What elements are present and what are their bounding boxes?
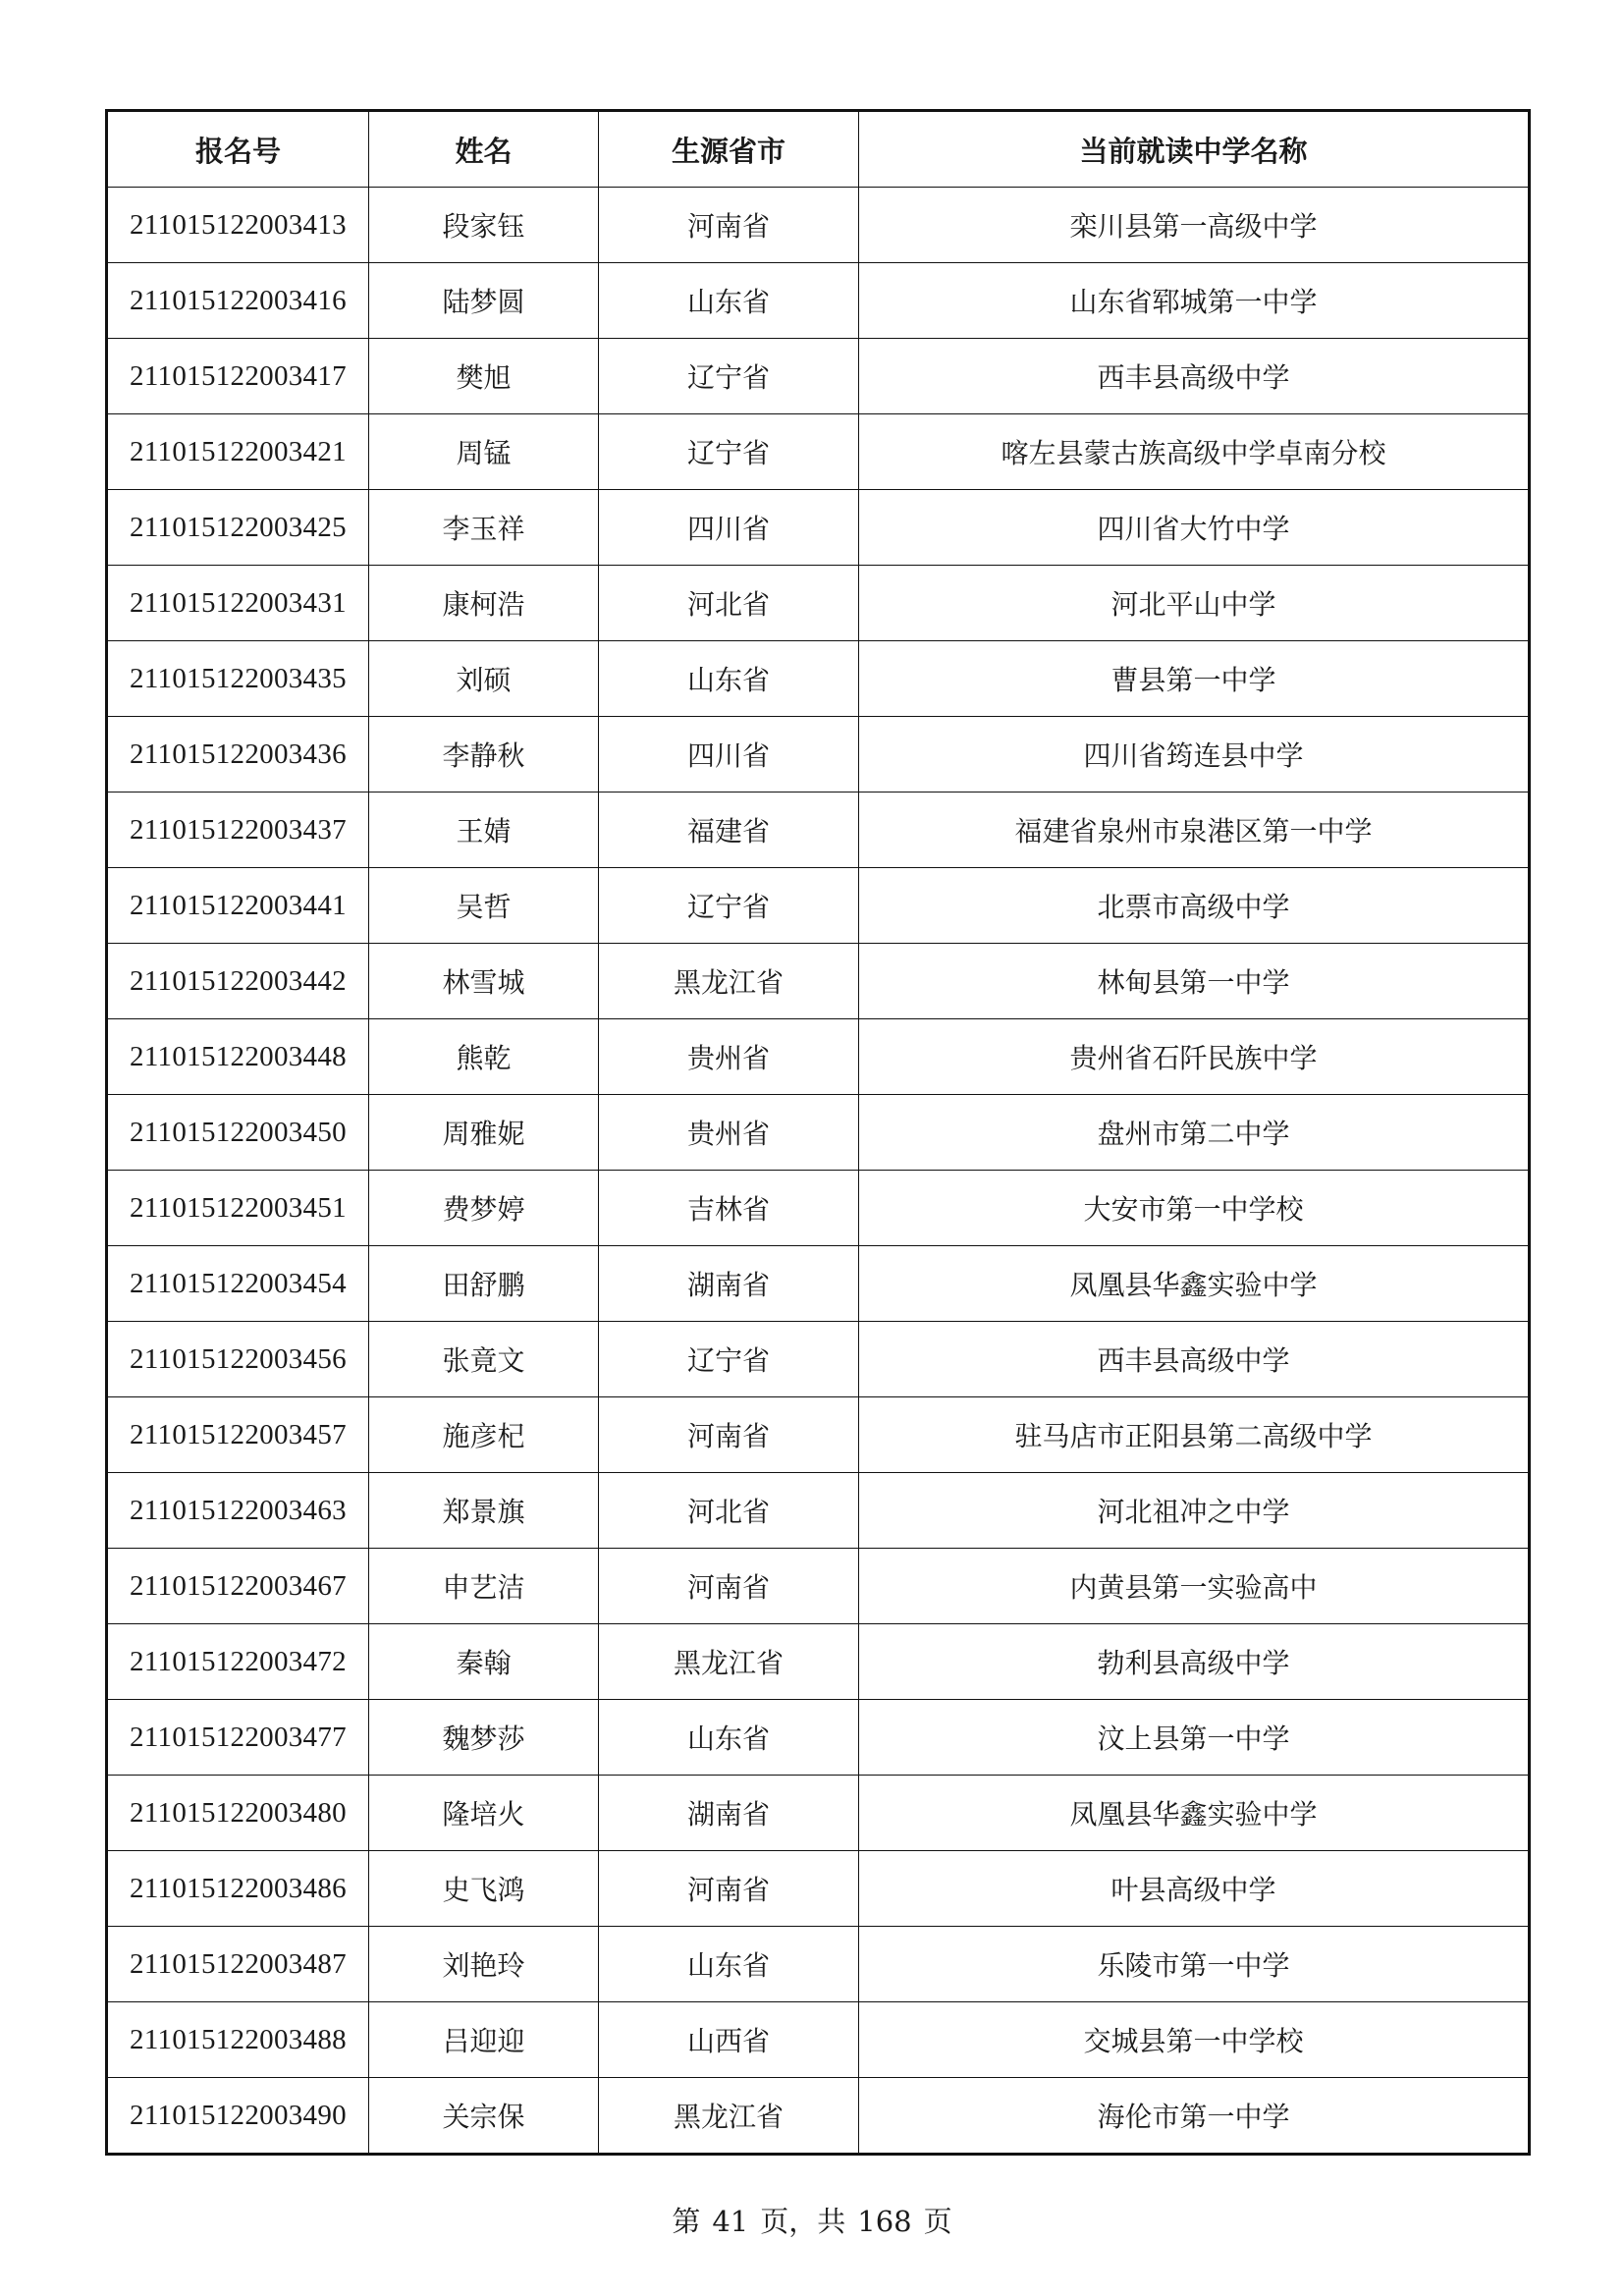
cell-name: 魏梦莎 (369, 1700, 599, 1776)
cell-name: 关宗保 (369, 2078, 599, 2155)
cell-school-name: 河北祖冲之中学 (859, 1473, 1530, 1549)
cell-name: 费梦婷 (369, 1171, 599, 1246)
header-province: 生源省市 (599, 111, 859, 188)
cell-province: 湖南省 (599, 1776, 859, 1851)
table-row (107, 1700, 1530, 1776)
header-school-name: 当前就读中学名称 (859, 111, 1530, 188)
cell-province: 河南省 (599, 1851, 859, 1927)
footer-page-number: 41 (712, 2205, 749, 2238)
table-row (107, 1397, 1530, 1473)
cell-name: 李玉祥 (369, 490, 599, 566)
cell-province: 黑龙江省 (599, 2078, 859, 2155)
cell-province: 四川省 (599, 717, 859, 793)
cell-registration-number: 211015122003487 (107, 1927, 369, 2002)
cell-school-name: 栾川县第一高级中学 (859, 188, 1530, 263)
table-row (107, 2078, 1530, 2155)
cell-name: 樊旭 (369, 339, 599, 414)
cell-registration-number: 211015122003417 (107, 339, 369, 414)
cell-school-name: 凤凰县华鑫实验中学 (859, 1776, 1530, 1851)
cell-registration-number: 211015122003456 (107, 1322, 369, 1397)
table-row (107, 490, 1530, 566)
cell-registration-number: 211015122003467 (107, 1549, 369, 1624)
cell-registration-number: 211015122003442 (107, 944, 369, 1019)
cell-registration-number: 211015122003480 (107, 1776, 369, 1851)
header-name: 姓名 (369, 111, 599, 188)
cell-province: 河南省 (599, 1549, 859, 1624)
cell-school-name: 北票市高级中学 (859, 868, 1530, 944)
table-row (107, 263, 1530, 339)
cell-name: 周雅妮 (369, 1095, 599, 1171)
cell-registration-number: 211015122003441 (107, 868, 369, 944)
cell-school-name: 西丰县高级中学 (859, 1322, 1530, 1397)
cell-province: 贵州省 (599, 1095, 859, 1171)
table-row (107, 2002, 1530, 2078)
student-list-table (105, 109, 1531, 2156)
cell-school-name: 内黄县第一实验高中 (859, 1549, 1530, 1624)
cell-province: 福建省 (599, 793, 859, 868)
cell-province: 辽宁省 (599, 1322, 859, 1397)
cell-school-name: 四川省筠连县中学 (859, 717, 1530, 793)
header-row (107, 111, 1530, 188)
cell-registration-number: 211015122003472 (107, 1624, 369, 1700)
cell-name: 秦翰 (369, 1624, 599, 1700)
cell-registration-number: 211015122003463 (107, 1473, 369, 1549)
cell-province: 河南省 (599, 1397, 859, 1473)
cell-school-name: 凤凰县华鑫实验中学 (859, 1246, 1530, 1322)
page-footer (0, 2200, 1624, 2240)
cell-registration-number: 211015122003490 (107, 2078, 369, 2155)
cell-province: 辽宁省 (599, 414, 859, 490)
cell-name: 隆培火 (369, 1776, 599, 1851)
cell-name: 林雪城 (369, 944, 599, 1019)
cell-registration-number: 211015122003477 (107, 1700, 369, 1776)
table-row (107, 1776, 1530, 1851)
cell-province: 山东省 (599, 263, 859, 339)
cell-school-name: 勃利县高级中学 (859, 1624, 1530, 1700)
cell-name: 段家钰 (369, 188, 599, 263)
cell-registration-number: 211015122003488 (107, 2002, 369, 2078)
cell-school-name: 乐陵市第一中学 (859, 1927, 1530, 2002)
cell-school-name: 林甸县第一中学 (859, 944, 1530, 1019)
table-row (107, 1171, 1530, 1246)
cell-province: 河南省 (599, 188, 859, 263)
table-row (107, 1246, 1530, 1322)
cell-registration-number: 211015122003450 (107, 1095, 369, 1171)
table-row (107, 1851, 1530, 1927)
footer-middle: 页，共 (760, 2205, 846, 2238)
cell-province: 黑龙江省 (599, 1624, 859, 1700)
cell-registration-number: 211015122003457 (107, 1397, 369, 1473)
table-row (107, 944, 1530, 1019)
cell-name: 刘艳玲 (369, 1927, 599, 2002)
cell-school-name: 驻马店市正阳县第二高级中学 (859, 1397, 1530, 1473)
table-row (107, 793, 1530, 868)
table-row (107, 414, 1530, 490)
cell-school-name: 山东省郓城第一中学 (859, 263, 1530, 339)
table-row (107, 717, 1530, 793)
cell-registration-number: 211015122003435 (107, 641, 369, 717)
cell-name: 刘硕 (369, 641, 599, 717)
table-row (107, 188, 1530, 263)
cell-school-name: 贵州省石阡民族中学 (859, 1019, 1530, 1095)
cell-school-name: 福建省泉州市泉港区第一中学 (859, 793, 1530, 868)
table-row (107, 1549, 1530, 1624)
cell-name: 吴哲 (369, 868, 599, 944)
cell-school-name: 四川省大竹中学 (859, 490, 1530, 566)
cell-name: 张竟文 (369, 1322, 599, 1397)
cell-province: 山东省 (599, 1700, 859, 1776)
cell-school-name: 叶县高级中学 (859, 1851, 1530, 1927)
footer-prefix: 第 (672, 2205, 701, 2238)
footer-suffix: 页 (923, 2205, 952, 2238)
cell-school-name: 西丰县高级中学 (859, 339, 1530, 414)
cell-name: 郑景旗 (369, 1473, 599, 1549)
cell-province: 河北省 (599, 566, 859, 641)
cell-name: 王婧 (369, 793, 599, 868)
cell-registration-number: 211015122003451 (107, 1171, 369, 1246)
cell-name: 吕迎迎 (369, 2002, 599, 2078)
table-header (107, 111, 1530, 188)
cell-school-name: 海伦市第一中学 (859, 2078, 1530, 2155)
cell-province: 四川省 (599, 490, 859, 566)
cell-registration-number: 211015122003413 (107, 188, 369, 263)
cell-school-name: 曹县第一中学 (859, 641, 1530, 717)
cell-province: 辽宁省 (599, 339, 859, 414)
cell-province: 黑龙江省 (599, 944, 859, 1019)
cell-name: 史飞鸿 (369, 1851, 599, 1927)
table-row (107, 1624, 1530, 1700)
footer-total-pages: 168 (857, 2205, 912, 2238)
cell-province: 吉林省 (599, 1171, 859, 1246)
cell-registration-number: 211015122003421 (107, 414, 369, 490)
table-row (107, 641, 1530, 717)
cell-school-name: 交城县第一中学校 (859, 2002, 1530, 2078)
cell-school-name: 大安市第一中学校 (859, 1171, 1530, 1246)
cell-name: 田舒鹏 (369, 1246, 599, 1322)
cell-registration-number: 211015122003454 (107, 1246, 369, 1322)
cell-name: 李静秋 (369, 717, 599, 793)
table-row (107, 339, 1530, 414)
table-row (107, 1019, 1530, 1095)
table-row (107, 1473, 1530, 1549)
table-row (107, 868, 1530, 944)
header-registration-number: 报名号 (107, 111, 369, 188)
cell-registration-number: 211015122003416 (107, 263, 369, 339)
table-row (107, 1927, 1530, 2002)
cell-province: 山西省 (599, 2002, 859, 2078)
cell-registration-number: 211015122003448 (107, 1019, 369, 1095)
cell-school-name: 喀左县蒙古族高级中学卓南分校 (859, 414, 1530, 490)
cell-province: 河北省 (599, 1473, 859, 1549)
cell-name: 周锰 (369, 414, 599, 490)
cell-registration-number: 211015122003437 (107, 793, 369, 868)
cell-registration-number: 211015122003425 (107, 490, 369, 566)
cell-school-name: 汶上县第一中学 (859, 1700, 1530, 1776)
cell-name: 施彦杞 (369, 1397, 599, 1473)
cell-registration-number: 211015122003431 (107, 566, 369, 641)
table-row (107, 566, 1530, 641)
cell-province: 贵州省 (599, 1019, 859, 1095)
table-body (107, 188, 1530, 2155)
cell-name: 康柯浩 (369, 566, 599, 641)
cell-school-name: 盘州市第二中学 (859, 1095, 1530, 1171)
cell-name: 熊乾 (369, 1019, 599, 1095)
cell-province: 山东省 (599, 1927, 859, 2002)
cell-name: 陆梦圆 (369, 263, 599, 339)
cell-name: 申艺洁 (369, 1549, 599, 1624)
cell-registration-number: 211015122003436 (107, 717, 369, 793)
cell-school-name: 河北平山中学 (859, 566, 1530, 641)
cell-registration-number: 211015122003486 (107, 1851, 369, 1927)
cell-province: 山东省 (599, 641, 859, 717)
cell-province: 辽宁省 (599, 868, 859, 944)
cell-province: 湖南省 (599, 1246, 859, 1322)
table-row (107, 1322, 1530, 1397)
table-row (107, 1095, 1530, 1171)
